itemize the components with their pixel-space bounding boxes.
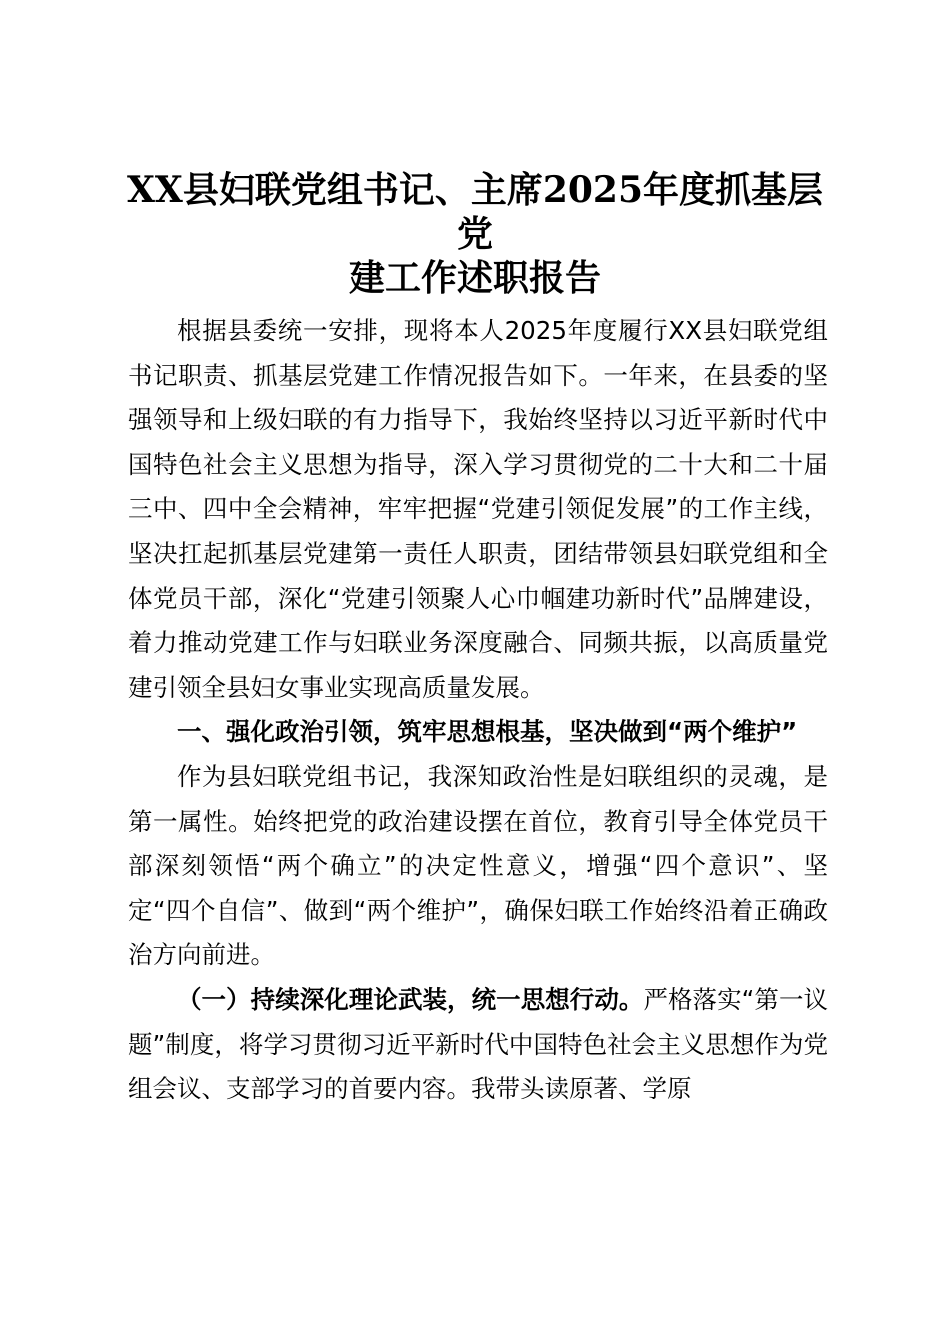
document-body xyxy=(128,309,828,1112)
section-1-paragraph: 作为县妇联党组书记，我深知政治性是妇联组织的灵魂，是第一属性。始终把党的政治建设摆在首位，教育引导全体党员干部深刻领悟“两个确立”的决定性意义，增强“四个意识”、坚定“四个自信”、做到“两个维护”，确保妇联工作始终沿着正确政治方向前进。 xyxy=(128,761,828,970)
title-line-1: XX县妇联党组书记、主席2025年度抓基层党 xyxy=(126,169,824,255)
subsection-1-label: （一）持续深化理论武装，统一思想行动。 xyxy=(177,984,644,1014)
title-line-2: 建工作述职报告 xyxy=(348,257,601,299)
section-1-heading: 一、强化政治引领，筑牢思想根基，坚决做到“两个维护” xyxy=(177,717,798,747)
document-title xyxy=(115,168,835,300)
subsection-1-paragraph xyxy=(128,978,828,1112)
intro-paragraph: 根据县委统一安排，现将本人2025年度履行XX县妇联党组书记职责、抓基层党建工作情况报告如下。一年来，在县委的坚强领导和上级妇联的有力指导下，我始终坚持以习近平新时代中国特色社会主义思想为指导，深入学习贯彻党的二十大和二十届三中、四中全会精神，牢牢把握“党建引领促发展”的工作主线，坚决扛起抓基层党建第一责任人职责，团结带领县妇联党组和全体党员干部，深化“党建引领聚人心巾帼建功新时代”品牌建设，着力推动党建工作与妇联业务深度融合、同频共振，以高质量党建引领全县妇女事业实现高质量发展。 xyxy=(128,316,828,702)
subsection-1-text: 严格落实“第一议题”制度，将学习贯彻习近平新时代中国特色社会主义思想作为党组会议、支部学习的首要内容。我带头读原著、学原 xyxy=(128,984,828,1104)
